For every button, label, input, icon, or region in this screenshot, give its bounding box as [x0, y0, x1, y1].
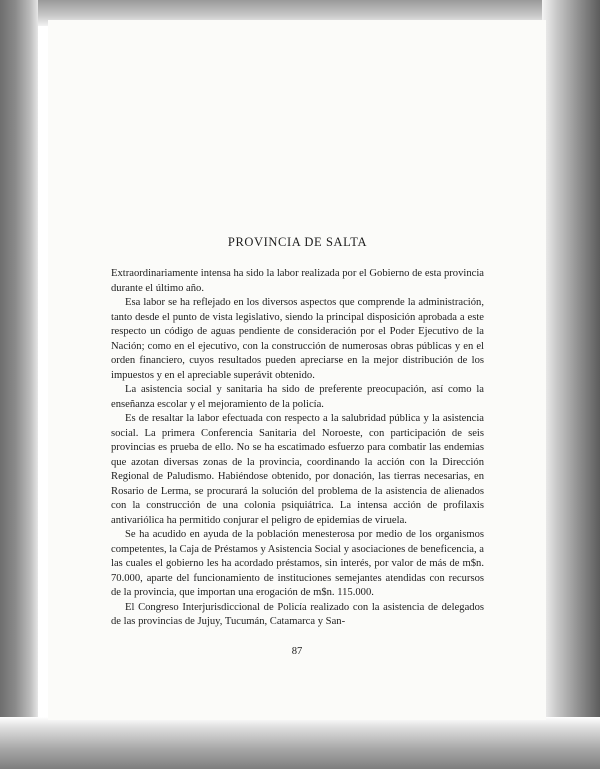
paragraph-5: Se ha acudido en ayuda de la población menesterosa por medio de los organismos competentes, la Caja de Préstamos y Asistencia Social y asociaciones de beneficencia, a las cuales el gobierno les ha acordado préstamos, sin interés, por valor de más de m$n. 70.000, aparte del funcionamiento de instituciones semejantes atendidas con recursos de la provincia, que importan una erogación de m$n. 115.000. [111, 529, 484, 598]
paragraph-1: Extraordinariamente intensa ha sido la labor realizada por el Gobierno de esta provincia durante el último año. [111, 268, 484, 294]
body-text [111, 235, 484, 630]
scan-border-bottom [0, 717, 600, 769]
paragraph-4: Es de resaltar la labor efectuada con respecto a la salubridad pública y la asistencia social. La primera Conferencia Sanitaria del Noroeste, con participación de seis provincias es prueba de ello. No se ha escatimado esfuerzo para combatir las endemias que azotan diversas zonas de la provincia, coordinando la acción con la Dirección Regional de Paludismo. Habiéndose obtenido, por donación, las tierras necesarias, en Rosario de Lerma, se procurará la solución del problema de la asistencia de alienados con la construcción de una colonia psiquiátrica. La intensa acción de profilaxis antivariólica ha permitido conjurar el peligro de epidemias de viruela. [111, 413, 484, 526]
scan-border-right [542, 0, 600, 769]
paragraph-3: La asistencia social y sanitaria ha sido de preferente preocupación, así como la enseñanza escolar y el mejoramiento de la policía. [111, 384, 484, 410]
scan-border-left [0, 0, 38, 769]
page-sheet [48, 20, 546, 720]
page-title: PROVINCIA DE SALTA [227, 235, 368, 249]
page-number: 87 [291, 646, 303, 657]
paragraph-6: El Congreso Interjurisdiccional de Policía realizado con la asistencia de delegados de las provincias de Jujuy, Tucumán, Catamarca y San- [111, 601, 484, 627]
paragraph-2: Esa labor se ha reflejado en los diversos aspectos que comprende la administración, tanto desde el punto de vista legislativo, siendo la principal disposición aprobada a este respecto un código de aguas pendiente de consideración por el Poder Ejecutivo de la Nación; como en el ejecutivo, con la construcción de numerosas obras públicas y en el orden financiero, cuyos resultados pueden apreciarse en la mejor distribución de los impuestos y en el apreciable superávit obtenido. [111, 297, 484, 381]
